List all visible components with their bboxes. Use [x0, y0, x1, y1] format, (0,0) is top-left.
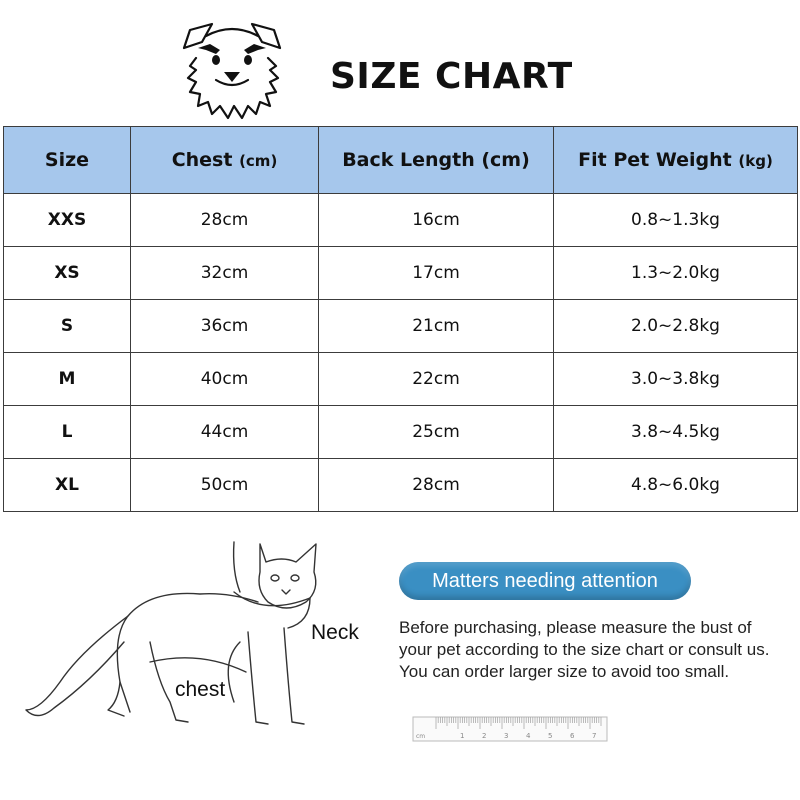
weight-cell: 3.8~4.5kg: [554, 406, 798, 459]
ruler-mark-label: 3: [504, 732, 509, 740]
neck-label: Neck: [311, 621, 359, 644]
back-length-cell: 28cm: [319, 459, 554, 512]
ruler-mark-label: 4: [526, 732, 531, 740]
chest-label: chest: [175, 678, 226, 701]
notice-body: Before purchasing, please measure the bust of your pet according to the size chart or consult us. You can order larger size to avoid too small.: [399, 618, 770, 681]
back-length-cell: 16cm: [319, 194, 554, 247]
back-length-cell: 22cm: [319, 353, 554, 406]
chest-cell: 32cm: [131, 247, 319, 300]
ruler-mark-label: 6: [570, 732, 575, 740]
table-row: [4, 406, 798, 459]
notice-heading-badge: Matters needing attention: [399, 562, 691, 600]
header-size: [4, 127, 131, 194]
schnauzer-dog-logo-icon: [176, 14, 288, 122]
weight-cell: 4.8~6.0kg: [554, 459, 798, 512]
size-cell: XXS: [4, 194, 131, 247]
header-unit: (cm): [239, 152, 278, 170]
size-cell: XL: [4, 459, 131, 512]
ruler-mark-label: 1: [460, 732, 465, 740]
ruler-mark-label: 2: [482, 732, 487, 740]
header-unit: (kg): [738, 152, 773, 170]
ruler-mark-label: 5: [548, 732, 553, 740]
table-row: [4, 459, 798, 512]
table-row: [4, 247, 798, 300]
chest-cell: 44cm: [131, 406, 319, 459]
table-row: [4, 353, 798, 406]
back-length-cell: 21cm: [319, 300, 554, 353]
header-chest: [131, 127, 319, 194]
ruler-unit-label: cm: [416, 733, 426, 740]
size-cell: M: [4, 353, 131, 406]
size-chart-table: [3, 126, 798, 512]
weight-cell: 1.3~2.0kg: [554, 247, 798, 300]
table-row: [4, 194, 798, 247]
table-row: [4, 300, 798, 353]
size-cell: L: [4, 406, 131, 459]
back-length-cell: 25cm: [319, 406, 554, 459]
header-label: Chest: [171, 149, 240, 171]
ruler-mark-label: 7: [592, 732, 597, 740]
size-cell: S: [4, 300, 131, 353]
chest-cell: 36cm: [131, 300, 319, 353]
header-back-length: [319, 127, 554, 194]
weight-cell: 3.0~3.8kg: [554, 353, 798, 406]
chest-cell: 40cm: [131, 353, 319, 406]
weight-cell: 2.0~2.8kg: [554, 300, 798, 353]
weight-cell: 0.8~1.3kg: [554, 194, 798, 247]
header-label: Back Length (cm): [342, 149, 530, 171]
back-length-cell: 17cm: [319, 247, 554, 300]
header-label: Fit Pet Weight: [578, 149, 739, 171]
page-title: SIZE CHART: [330, 56, 573, 97]
ruler-icon: [412, 716, 608, 742]
table-header: [4, 127, 798, 194]
chest-cell: 50cm: [131, 459, 319, 512]
header-label: Size: [44, 149, 90, 171]
chest-cell: 28cm: [131, 194, 319, 247]
size-cell: XS: [4, 247, 131, 300]
header-weight: [554, 127, 798, 194]
